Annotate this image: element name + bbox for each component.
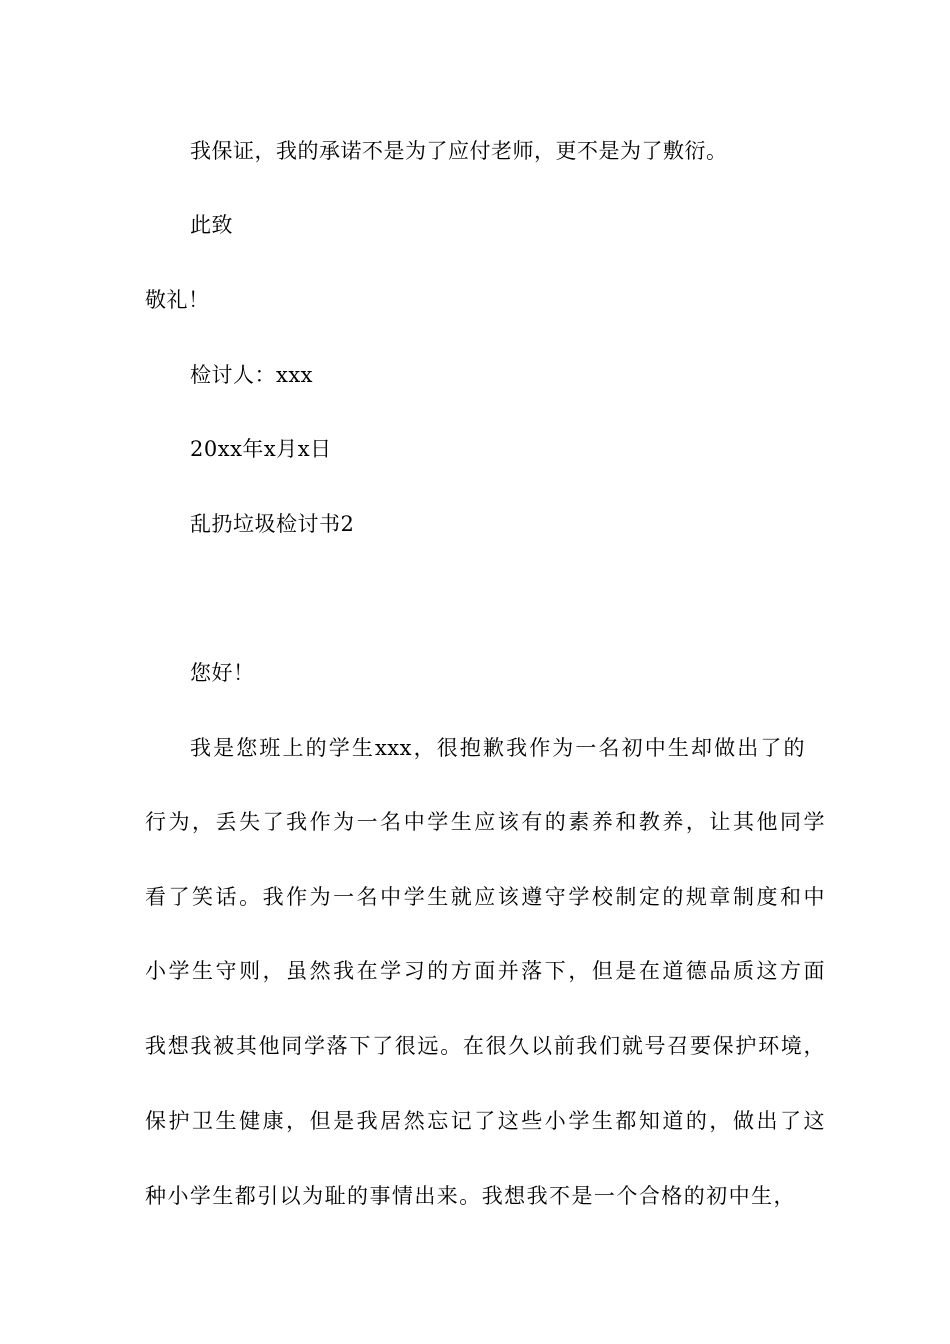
date-line: 20xx年x月x日	[190, 437, 332, 461]
promise-line: 我保证，我的承诺不是为了应付老师，更不是为了敷衍。	[190, 139, 728, 163]
closing-salutation: 此致	[190, 213, 233, 237]
body-line: 保护卫生健康，但是我居然忘记了这些小学生都知道的，做出了这	[145, 1109, 825, 1133]
body-line: 我是您班上的学生xxx，很抱歉我作为一名初中生却做出了的	[190, 736, 805, 760]
closing-regards: 敬礼！	[145, 288, 210, 312]
body-line: 我想我被其他同学落下了很远。在很久以前我们就号召要保护环境，	[145, 1034, 825, 1058]
greeting-line: 您好！	[190, 661, 255, 685]
section-title: 乱扔垃圾检讨书2	[190, 512, 355, 536]
body-line: 看了笑话。我作为一名中学生就应该遵守学校制定的规章制度和中	[145, 885, 825, 909]
signer-line: 检讨人：xxx	[190, 363, 314, 387]
body-line: 种小学生都引以为耻的事情出来。我想我不是一个合格的初中生，	[145, 1184, 795, 1208]
body-line: 小学生守则，虽然我在学习的方面并落下，但是在道德品质这方面	[145, 959, 825, 983]
body-line: 行为，丢失了我作为一名中学生应该有的素养和教养，让其他同学	[145, 810, 825, 834]
